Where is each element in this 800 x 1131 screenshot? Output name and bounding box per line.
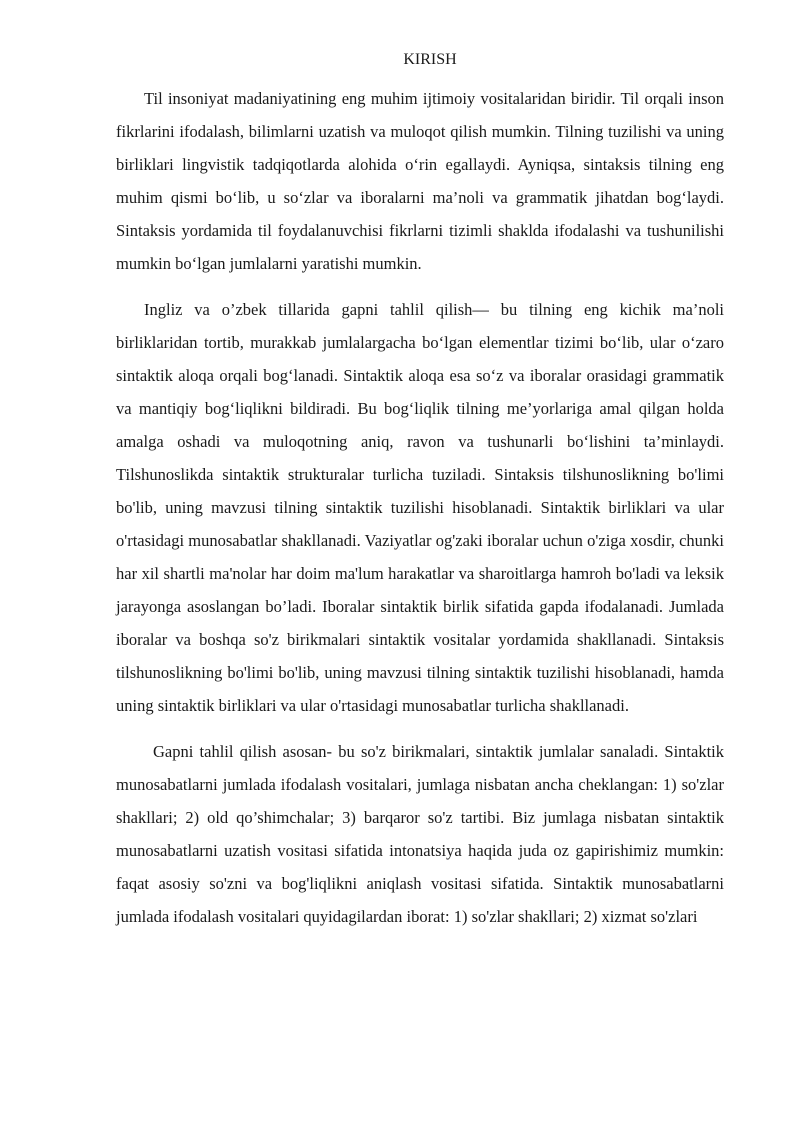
- page-title: KIRISH: [403, 51, 457, 68]
- document-page: [116, 46, 724, 933]
- paragraph-analysis: Gapni tahlil qilish asosan- bu so'z birikmalari, sintaktik jumlalar sanaladi. Sintaktik munosabatlarni jumlada ifodalash vositalari, jumlaga nisbatan ancha cheklangan: 1) so'zlar shakllari; 2) old qo’shimchalar; 3) barqaror so'z tartibi. Biz jumlaga nisbatan sintaktik munosabatlarni uzatish vositasi sifatida intonatsiya haqida juda oz gapirishimiz mumkin: faqat asosiy so'zni va bog'liqlikni aniqlash vositasi sifatida. Sintaktik munosabatlarni jumlada ifodalash vositalari quyidagilardan iborat: 1) so'zlar shakllari; 2) xizmat so'zlari: [116, 742, 724, 926]
- paragraph-syntax: Ingliz va o’zbek tillarida gapni tahlil qilish— bu tilning eng kichik ma’noli birliklaridan tortib, murakkab jumlalargacha bo‘lgan elementlar tizimi bo‘lib, ular o‘zaro sintaktik aloqa orqali bog‘lanadi. Sintaktik aloqa esa so‘z va iboralar orasidagi grammatik va mantiqiy bog‘liqlikni bildiradi. Bu bog‘liqlik tilning me’yorlariga amal qilgan holda amalga oshadi va muloqotning aniq, ravon va tushunarli bo‘lishini ta’minlaydi. Tilshunoslikda sintaktik strukturalar turlicha tuziladi. Sintaksis tilshunoslikning bo'limi bo'lib, uning mavzusi tilning sintaktik tuzilishi hisoblanadi. Sintaktik birliklari va ular o'rtasidagi munosabatlar shakllanadi. Vaziyatlar og'zaki iboralar uchun o'ziga xosdir, chunki har xil shartli ma'nolar har doim ma'lum harakatlar va sharoitlarga hamroh bo'ladi va leksik jarayonga asoslangan bo’ladi. Iboralar sintaktik birlik sifatida gapda ifodalanadi. Jumlada iboralar va boshqa so'z birikmalari sintaktik vositalar yordamida shakllanadi. Sintaksis tilshunoslikning bo'limi bo'lib, uning mavzusi tilning sintaktik tuzilishi hisoblanadi, hamda uning sintaktik birliklari va ular o'rtasidagi munosabatlar turlicha shakllanadi.: [116, 300, 724, 715]
- paragraph-intro: Til insoniyat madaniyatining eng muhim ijtimoiy vositalaridan biridir. Til orqali inson fikrlarini ifodalash, bilimlarni uzatish va muloqot qilish mumkin. Tilning tuzilishi va uning birliklari lingvistik tadqiqotlarda alohida o‘rin egallaydi. Ayniqsa, sintaksis tilning eng muhim qismi bo‘lib, u so‘zlar va iboralarni ma’noli va grammatik jihatdan bog‘laydi. Sintaksis yordamida til foydalanuvchisi fikrlarni tizimli shaklda ifodalashi va tushunilishi mumkin bo‘lgan jumlalarni yaratishi mumkin.: [116, 89, 724, 273]
